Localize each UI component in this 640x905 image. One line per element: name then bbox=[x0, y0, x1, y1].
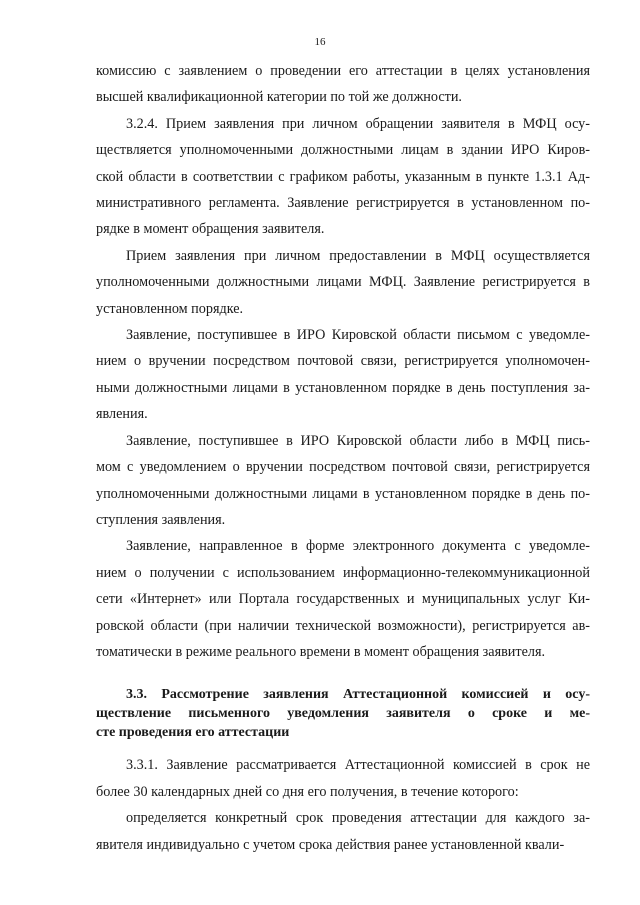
text-line: уполномоченными должностными лицами в установленном порядке в день по- bbox=[96, 485, 590, 502]
text-line: министративного регламента. Заявление регистрируется в установленном по- bbox=[96, 195, 590, 212]
text-line: рядке в момент обращения заявителя. bbox=[96, 221, 325, 238]
text-line: ровской области (при наличии технической возможности), регистрируется ав- bbox=[96, 617, 590, 634]
text-line: уполномоченными должностными лицами МФЦ. Заявление регистрируется в bbox=[96, 274, 590, 291]
text-line: Заявление, направленное в форме электронного документа с уведомле- bbox=[126, 538, 590, 555]
text-line: комиссию с заявлением о проведении его аттестации в целях установления bbox=[96, 63, 590, 79]
page-number: 16 bbox=[314, 36, 326, 48]
text-line: Заявление, поступившее в ИРО Кировской области либо в МФЦ пись- bbox=[126, 432, 590, 449]
paragraph-p2 bbox=[96, 243, 590, 322]
text-line: ской области в соответствии с графиком работы, указанным в пункте 1.3.1 Ад- bbox=[96, 168, 590, 185]
text-line: ступления заявления. bbox=[96, 511, 226, 528]
text-line: ществляется уполномоченными должностными лицам в здании ИРО Киров- bbox=[96, 142, 590, 159]
paragraph-p7 bbox=[96, 805, 590, 858]
paragraphs-before-section bbox=[96, 58, 590, 665]
paragraph-p4 bbox=[96, 428, 590, 534]
text-line: более 30 календарных дней со дня его получения, в течение которого: bbox=[96, 783, 519, 800]
paragraph-p3 bbox=[96, 322, 590, 428]
text-line: 3.3.1. Заявление рассматривается Аттестационной комиссией в срок не bbox=[126, 757, 590, 774]
section-heading-line: 3.3. Рассмотрение заявления Аттестационной комиссией и осу- bbox=[126, 687, 590, 703]
paragraph-p6 bbox=[96, 752, 590, 805]
text-line: явления. bbox=[96, 406, 148, 423]
text-line: томатически в режиме реального времени в момент обращения заявителя. bbox=[96, 643, 546, 660]
text-line: сети «Интернет» или Портала государственных и муниципальных услуг Ки- bbox=[96, 591, 590, 608]
text-line: высшей квалификационной категории по той же должности. bbox=[96, 89, 462, 106]
paragraphs-after-section bbox=[96, 752, 590, 858]
section-heading-line: ществление письменного уведомления заявителя о сроке и ме- bbox=[96, 706, 590, 722]
text-line: явителя индивидуально с учетом срока действия ранее установленной квали- bbox=[96, 836, 565, 853]
paragraph-p5 bbox=[96, 533, 590, 665]
text-line: определяется конкретный срок проведения аттестации для каждого за- bbox=[126, 810, 590, 827]
text-line: ными должностными лицами в установленном порядке в день поступления за- bbox=[96, 379, 590, 396]
document-body bbox=[96, 58, 590, 858]
text-line: мом с уведомлением о вручении посредством почтовой связи, регистрируется bbox=[96, 459, 590, 476]
text-line: нием о получении с использованием информационно-телекоммуникационной bbox=[96, 564, 590, 581]
text-line: Заявление, поступившее в ИРО Кировской области письмом с уведомле- bbox=[126, 327, 590, 344]
text-line: 3.2.4. Прием заявления при личном обращении заявителя в МФЦ осу- bbox=[126, 115, 590, 132]
paragraph-p0 bbox=[96, 58, 590, 111]
section-heading-3-3 bbox=[96, 685, 590, 742]
section-heading-line: сте проведения его аттестации bbox=[96, 725, 290, 741]
text-line: Прием заявления при личном предоставлении в МФЦ осуществляется bbox=[126, 247, 590, 264]
text-line: установленном порядке. bbox=[96, 300, 244, 317]
text-line: нием о вручении посредством почтовой связи, регистрируется уполномочен- bbox=[96, 353, 590, 370]
paragraph-p1 bbox=[96, 111, 590, 243]
